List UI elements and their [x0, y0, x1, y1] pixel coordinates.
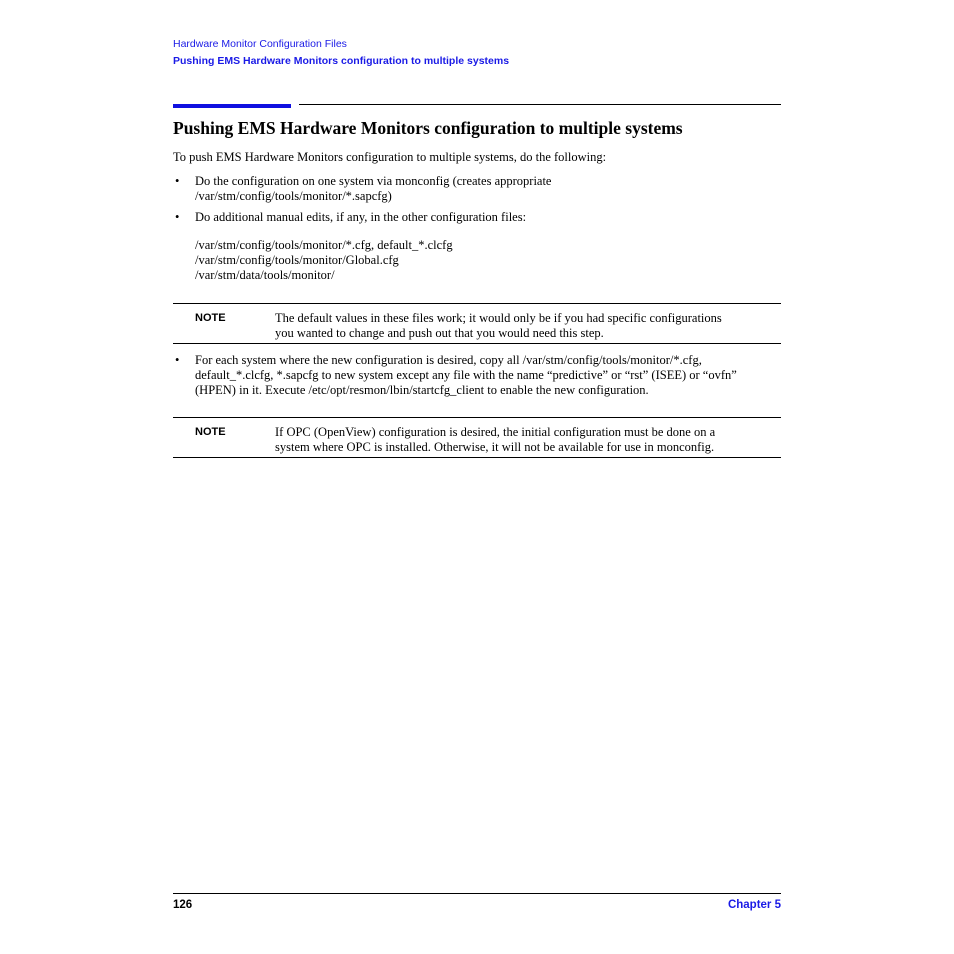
bullet-marker: •	[175, 353, 180, 367]
note-line: The default values in these files work; it would only be if you had specific configurations	[275, 311, 722, 325]
list-item	[195, 353, 737, 398]
list-item-line: For each system where the new configuration is desired, copy all /var/stm/config/tools/monitor/*.cfg,	[195, 353, 702, 367]
note-bottom-rule	[173, 343, 781, 344]
note-label: NOTE	[195, 312, 226, 324]
bullet-marker: •	[175, 174, 180, 188]
config-path: /var/stm/data/tools/monitor/	[195, 268, 335, 282]
config-path: /var/stm/config/tools/monitor/*.cfg, default_*.clcfg	[195, 238, 453, 252]
list-item-line: Do the configuration on one system via monconfig (creates appropriate	[195, 174, 552, 188]
chapter-link[interactable]: Chapter 5	[727, 899, 781, 911]
section-accent-rule	[173, 104, 291, 108]
list-item	[195, 174, 551, 204]
note-text	[275, 425, 715, 455]
note-top-rule	[173, 303, 781, 304]
list-item-line: /var/stm/config/tools/monitor/*.sapcfg)	[195, 189, 392, 203]
list-item-line: Do additional manual edits, if any, in the other configuration files:	[195, 210, 527, 224]
section-divider-rule	[299, 104, 781, 105]
note-text	[275, 311, 722, 341]
list-item	[195, 210, 526, 225]
list-item-line: (HPEN) in it. Execute /etc/opt/resmon/lbin/startcfg_client to enable the new configuration.	[195, 383, 649, 397]
page-number: 126	[173, 899, 193, 911]
note-line: you wanted to change and push out that you would need this step.	[275, 326, 604, 340]
list-item-line: default_*.clcfg, *.sapcfg to new system except any file with the name “predictive” or “rst” (ISEE) or “ovfn”	[195, 368, 737, 382]
note-bottom-rule	[173, 457, 781, 458]
breadcrumb-section[interactable]: Pushing EMS Hardware Monitors configuration to multiple systems	[173, 55, 510, 67]
note-line: system where OPC is installed. Otherwise, it will not be available for use in monconfig.	[275, 440, 715, 454]
intro-paragraph: To push EMS Hardware Monitors configuration to multiple systems, do the following:	[173, 150, 607, 164]
note-line: If OPC (OpenView) configuration is desired, the initial configuration must be done on a	[275, 425, 716, 439]
note-top-rule	[173, 417, 781, 418]
section-title: Pushing EMS Hardware Monitors configuration to multiple systems	[173, 118, 683, 138]
bullet-marker: •	[175, 210, 180, 224]
config-path-list	[195, 238, 453, 283]
footer-rule	[173, 893, 781, 894]
breadcrumb-chapter[interactable]: Hardware Monitor Configuration Files	[173, 38, 347, 50]
config-path: /var/stm/config/tools/monitor/Global.cfg	[195, 253, 399, 267]
note-label: NOTE	[195, 426, 226, 438]
